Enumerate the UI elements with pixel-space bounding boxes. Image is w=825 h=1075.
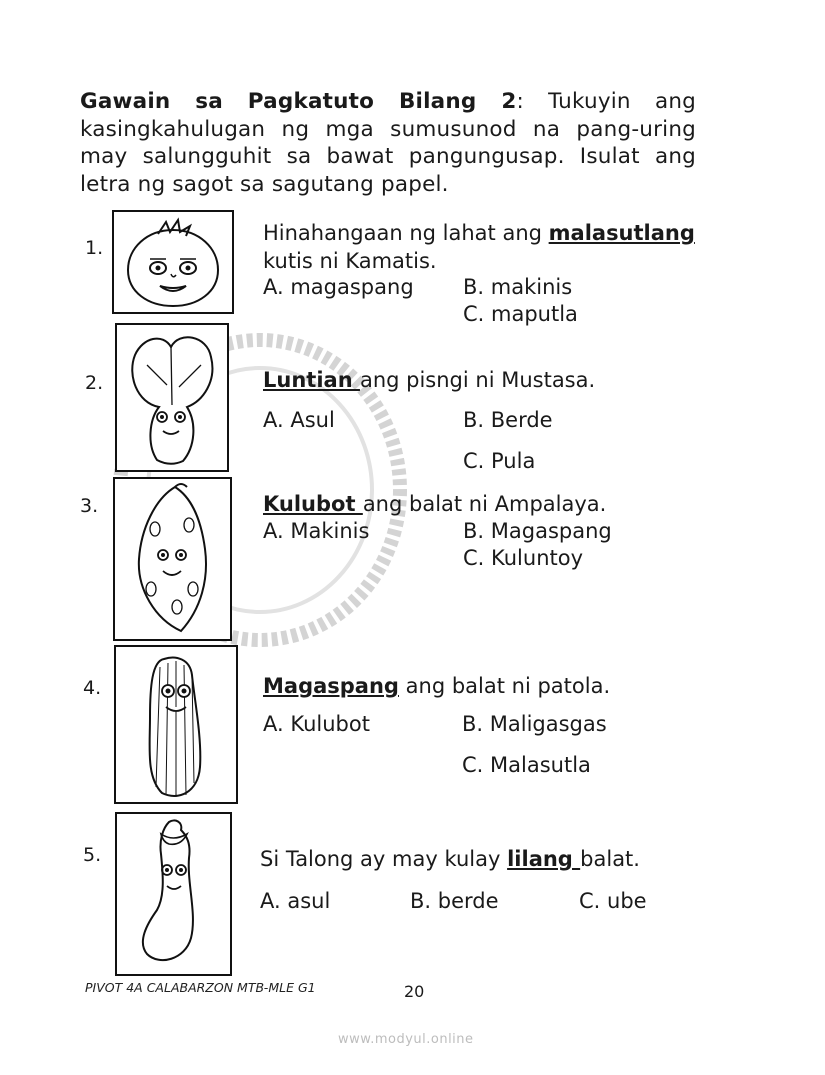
choice-a: A. Asul <box>263 408 335 432</box>
choice-b: B. Berde <box>463 408 553 432</box>
question-before: Hinahangaan ng lahat ang <box>263 221 549 245</box>
question-before: Si Talong ay may kulay <box>260 847 508 871</box>
sponge-gourd-character-icon <box>116 647 236 802</box>
item-number: 3. <box>80 495 99 517</box>
question-after: kutis ni Kamatis. <box>263 249 437 273</box>
question-text <box>263 672 703 700</box>
activity-instructions <box>80 88 696 198</box>
choice-c: C. Pula <box>463 449 536 473</box>
bitter-gourd-character-icon <box>115 479 230 639</box>
choice-a: A. Kulubot <box>263 712 370 736</box>
choice-c: C. Malasutla <box>462 753 591 777</box>
choice-b: B. berde <box>410 889 499 913</box>
activity-instructions-text: : Tukuyin ang kasingkahulugan ng mga sumusunod na pang-uring may salungguhit sa bawat pangungusap. Isulat ang letra ng sagot sa sagutang papel. <box>80 89 696 197</box>
choice-b: B. Maligasgas <box>462 712 607 736</box>
underlined-word: Kulubot <box>263 492 363 516</box>
question-text <box>263 219 703 275</box>
question-after: balat. <box>580 847 640 871</box>
item-number: 1. <box>85 237 104 259</box>
underlined-word: malasutlang <box>548 221 695 245</box>
underlined-word: lilang <box>507 847 581 871</box>
question-text <box>263 490 703 518</box>
item-number: 2. <box>85 372 104 394</box>
choice-a: A. magaspang <box>263 275 414 299</box>
choice-b: B. Magaspang <box>463 519 612 543</box>
question-after: ang pisngi ni Mustasa. <box>359 368 596 392</box>
item-image <box>115 323 229 472</box>
choice-b: B. makinis <box>463 275 573 299</box>
question-text <box>263 366 703 394</box>
underlined-word: Luntian <box>263 368 360 392</box>
eggplant-character-icon <box>117 814 230 974</box>
choice-c: C. ube <box>579 889 647 913</box>
choice-c: C. maputla <box>463 302 578 326</box>
item-number: 4. <box>83 677 102 699</box>
tomato-character-icon <box>114 212 232 312</box>
site-watermark: www.modyul.online <box>338 1032 474 1047</box>
item-image <box>113 477 232 641</box>
underlined-word: Magaspang <box>263 674 399 698</box>
mustard-greens-character-icon <box>117 325 227 470</box>
question-text <box>260 845 710 873</box>
item-image <box>112 210 234 314</box>
question-after: ang balat ni patola. <box>398 674 611 698</box>
choice-a: A. Makinis <box>263 519 370 543</box>
choice-c: C. Kuluntoy <box>463 546 584 570</box>
page-number: 20 <box>404 982 425 1001</box>
item-image <box>114 645 238 804</box>
question-after: ang balat ni Ampalaya. <box>362 492 607 516</box>
item-number: 5. <box>83 844 102 866</box>
item-image <box>115 812 232 976</box>
choice-a: A. asul <box>260 889 331 913</box>
footer-label: PIVOT 4A CALABARZON MTB-MLE G1 <box>85 980 316 995</box>
activity-heading: Gawain sa Pagkatuto Bilang 2 <box>80 89 517 114</box>
